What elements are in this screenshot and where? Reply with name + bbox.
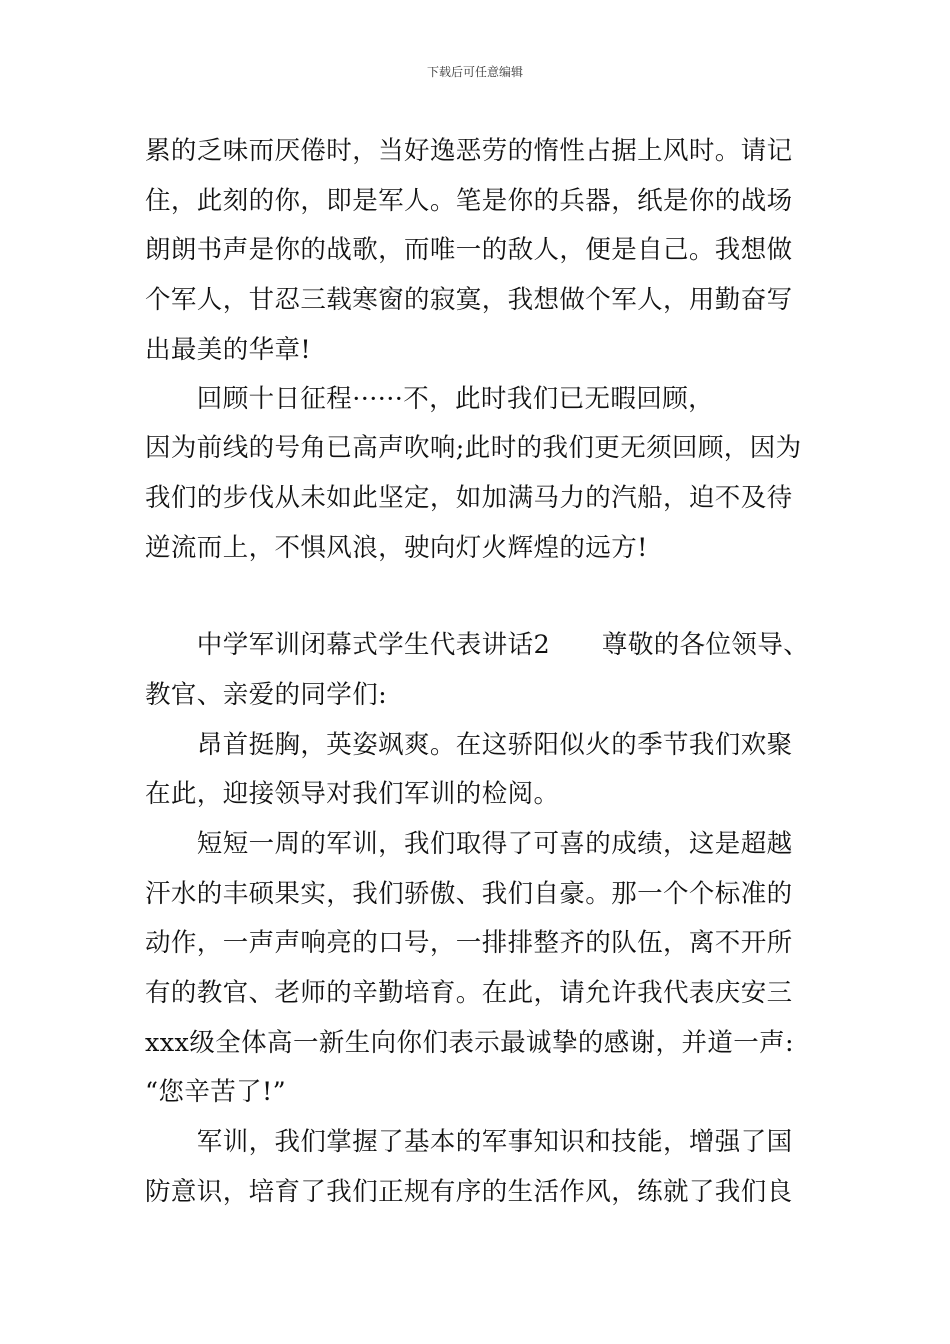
text-line: 汗水的丰硕果实，我们骄傲、我们自豪。那一个个标准的 xyxy=(145,879,793,909)
text-line: 朗朗书声是你的战歌，而唯一的敌人，便是自己。我想做 xyxy=(145,235,793,265)
text-line: 累的乏味而厌倦时，当好逸恶劳的惰性占据上风时。请记 xyxy=(145,136,793,166)
text-line: “您辛苦了!” xyxy=(145,1077,287,1107)
text-line: 出最美的华章! xyxy=(145,335,312,365)
text-line: 住，此刻的你，即是军人。笔是你的兵器，纸是你的战场 xyxy=(145,186,793,216)
section-heading-line: 中学军训闭幕式学生代表讲话2 尊敬的各位领导、 xyxy=(145,630,810,660)
text-line: 军训，我们掌握了基本的军事知识和技能，增强了国 xyxy=(145,1127,793,1157)
text-line: xxx级全体高一新生向你们表示最诚挚的感谢，并道一声: xyxy=(145,1028,795,1058)
text-line: 个军人，甘忍三载寒窗的寂寞，我想做个军人，用勤奋写 xyxy=(145,285,793,315)
text-line: 防意识，培育了我们正规有序的生活作风，练就了我们良 xyxy=(145,1177,793,1207)
text-line: 因为前线的号角已高声吹响;此时的我们更无须回顾，因为 xyxy=(145,433,802,463)
text-line: 逆流而上，不惧风浪，驶向灯火辉煌的远方! xyxy=(145,533,648,563)
text-line: 我们的步伐从未如此坚定，如加满马力的汽船，迫不及待 xyxy=(145,483,793,513)
text-line: 在此，迎接领导对我们军训的检阅。 xyxy=(145,779,560,809)
text-line: 回顾十日征程······不，此时我们已无暇回顾， xyxy=(145,384,715,414)
text-line: 动作，一声声响亮的口号，一排排整齐的队伍，离不开所 xyxy=(145,928,793,958)
text-line: 昂首挺胸，英姿飒爽。在这骄阳似火的季节我们欢聚 xyxy=(145,730,793,760)
text-line: 教官、亲爱的同学们: xyxy=(145,680,388,710)
text-line: 有的教官、老师的辛勤培育。在此，请允许我代表庆安三 xyxy=(145,978,793,1008)
text-line: 短短一周的军训，我们取得了可喜的成绩，这是超越 xyxy=(145,829,793,859)
page-header: 下载后可任意编辑 xyxy=(426,65,523,79)
